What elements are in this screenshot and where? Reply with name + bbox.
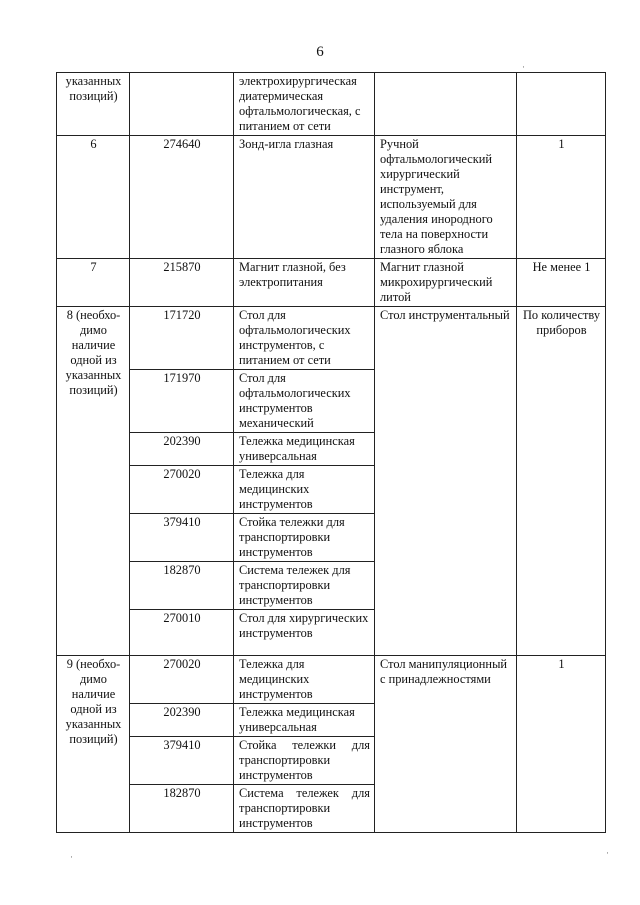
description-cell: Магнит глазной микрохирургический литой xyxy=(375,259,517,307)
code-cell: 202390 xyxy=(130,433,234,466)
code-cell: 270010 xyxy=(130,610,234,656)
code-cell: 270020 xyxy=(130,656,234,704)
name-cell: Система тележек для транспортировки инструментов xyxy=(234,785,375,833)
code-cell: 171720 xyxy=(130,307,234,370)
row-number-cell: 8 (необхо-димо наличие одной из указанных позиций) xyxy=(57,307,130,656)
quantity-cell: 1 xyxy=(517,136,606,259)
table-row xyxy=(57,656,606,704)
name-cell: Стол для офтальмологических инструментов механический xyxy=(234,370,375,433)
name-cell: Стол для хирургических инструментов xyxy=(234,610,375,656)
name-cell: Тележка медицинская универсальная xyxy=(234,704,375,737)
table-row xyxy=(57,307,606,370)
table-row xyxy=(57,136,606,259)
code-cell xyxy=(130,73,234,136)
name-cell: Тележка для медицинских инструментов xyxy=(234,656,375,704)
row-number-cell: указанных позиций) xyxy=(57,73,130,136)
equipment-table xyxy=(56,72,606,833)
code-cell: 202390 xyxy=(130,704,234,737)
quantity-cell: 1 xyxy=(517,656,606,833)
row-number-cell: 9 (необхо-димо наличие одной из указанных позиций) xyxy=(57,656,130,833)
scan-speck: · xyxy=(70,852,73,862)
code-cell: 182870 xyxy=(130,785,234,833)
name-cell: Система тележек для транспортировки инструментов xyxy=(234,562,375,610)
quantity-cell: По количеству приборов xyxy=(517,307,606,656)
name-cell: Тележка медицинская универсальная xyxy=(234,433,375,466)
code-cell: 274640 xyxy=(130,136,234,259)
scan-speck: · xyxy=(606,848,609,858)
name-cell: Тележка для медицинских инструментов xyxy=(234,466,375,514)
code-cell: 379410 xyxy=(130,514,234,562)
description-cell: Стол инструментальный xyxy=(375,307,517,656)
description-cell: Ручной офтальмологический хирургический инструмент, используемый для удаления инородного тела на поверхности глазного яблока xyxy=(375,136,517,259)
code-cell: 171970 xyxy=(130,370,234,433)
name-cell: Стойка тележки для транспортировки инструментов xyxy=(234,737,375,785)
code-cell: 270020 xyxy=(130,466,234,514)
name-cell: Зонд-игла глазная xyxy=(234,136,375,259)
row-number-cell: 7 xyxy=(57,259,130,307)
code-cell: 379410 xyxy=(130,737,234,785)
quantity-cell: Не менее 1 xyxy=(517,259,606,307)
quantity-cell xyxy=(517,73,606,136)
table-row xyxy=(57,259,606,307)
row-number-cell: 6 xyxy=(57,136,130,259)
name-cell: Магнит глазной, без электропитания xyxy=(234,259,375,307)
name-cell: Стойка тележки для транспортировки инструментов xyxy=(234,514,375,562)
page-number: 6 xyxy=(316,44,324,60)
code-cell: 182870 xyxy=(130,562,234,610)
scan-speck: · xyxy=(522,62,525,72)
name-cell: электрохирургическая диатермическая офтальмологическая, с питанием от сети xyxy=(234,73,375,136)
code-cell: 215870 xyxy=(130,259,234,307)
table-row xyxy=(57,73,606,136)
description-cell: Стол манипуляционный с принадлежностями xyxy=(375,656,517,833)
description-cell xyxy=(375,73,517,136)
name-cell: Стол для офтальмологических инструментов, с питанием от сети xyxy=(234,307,375,370)
